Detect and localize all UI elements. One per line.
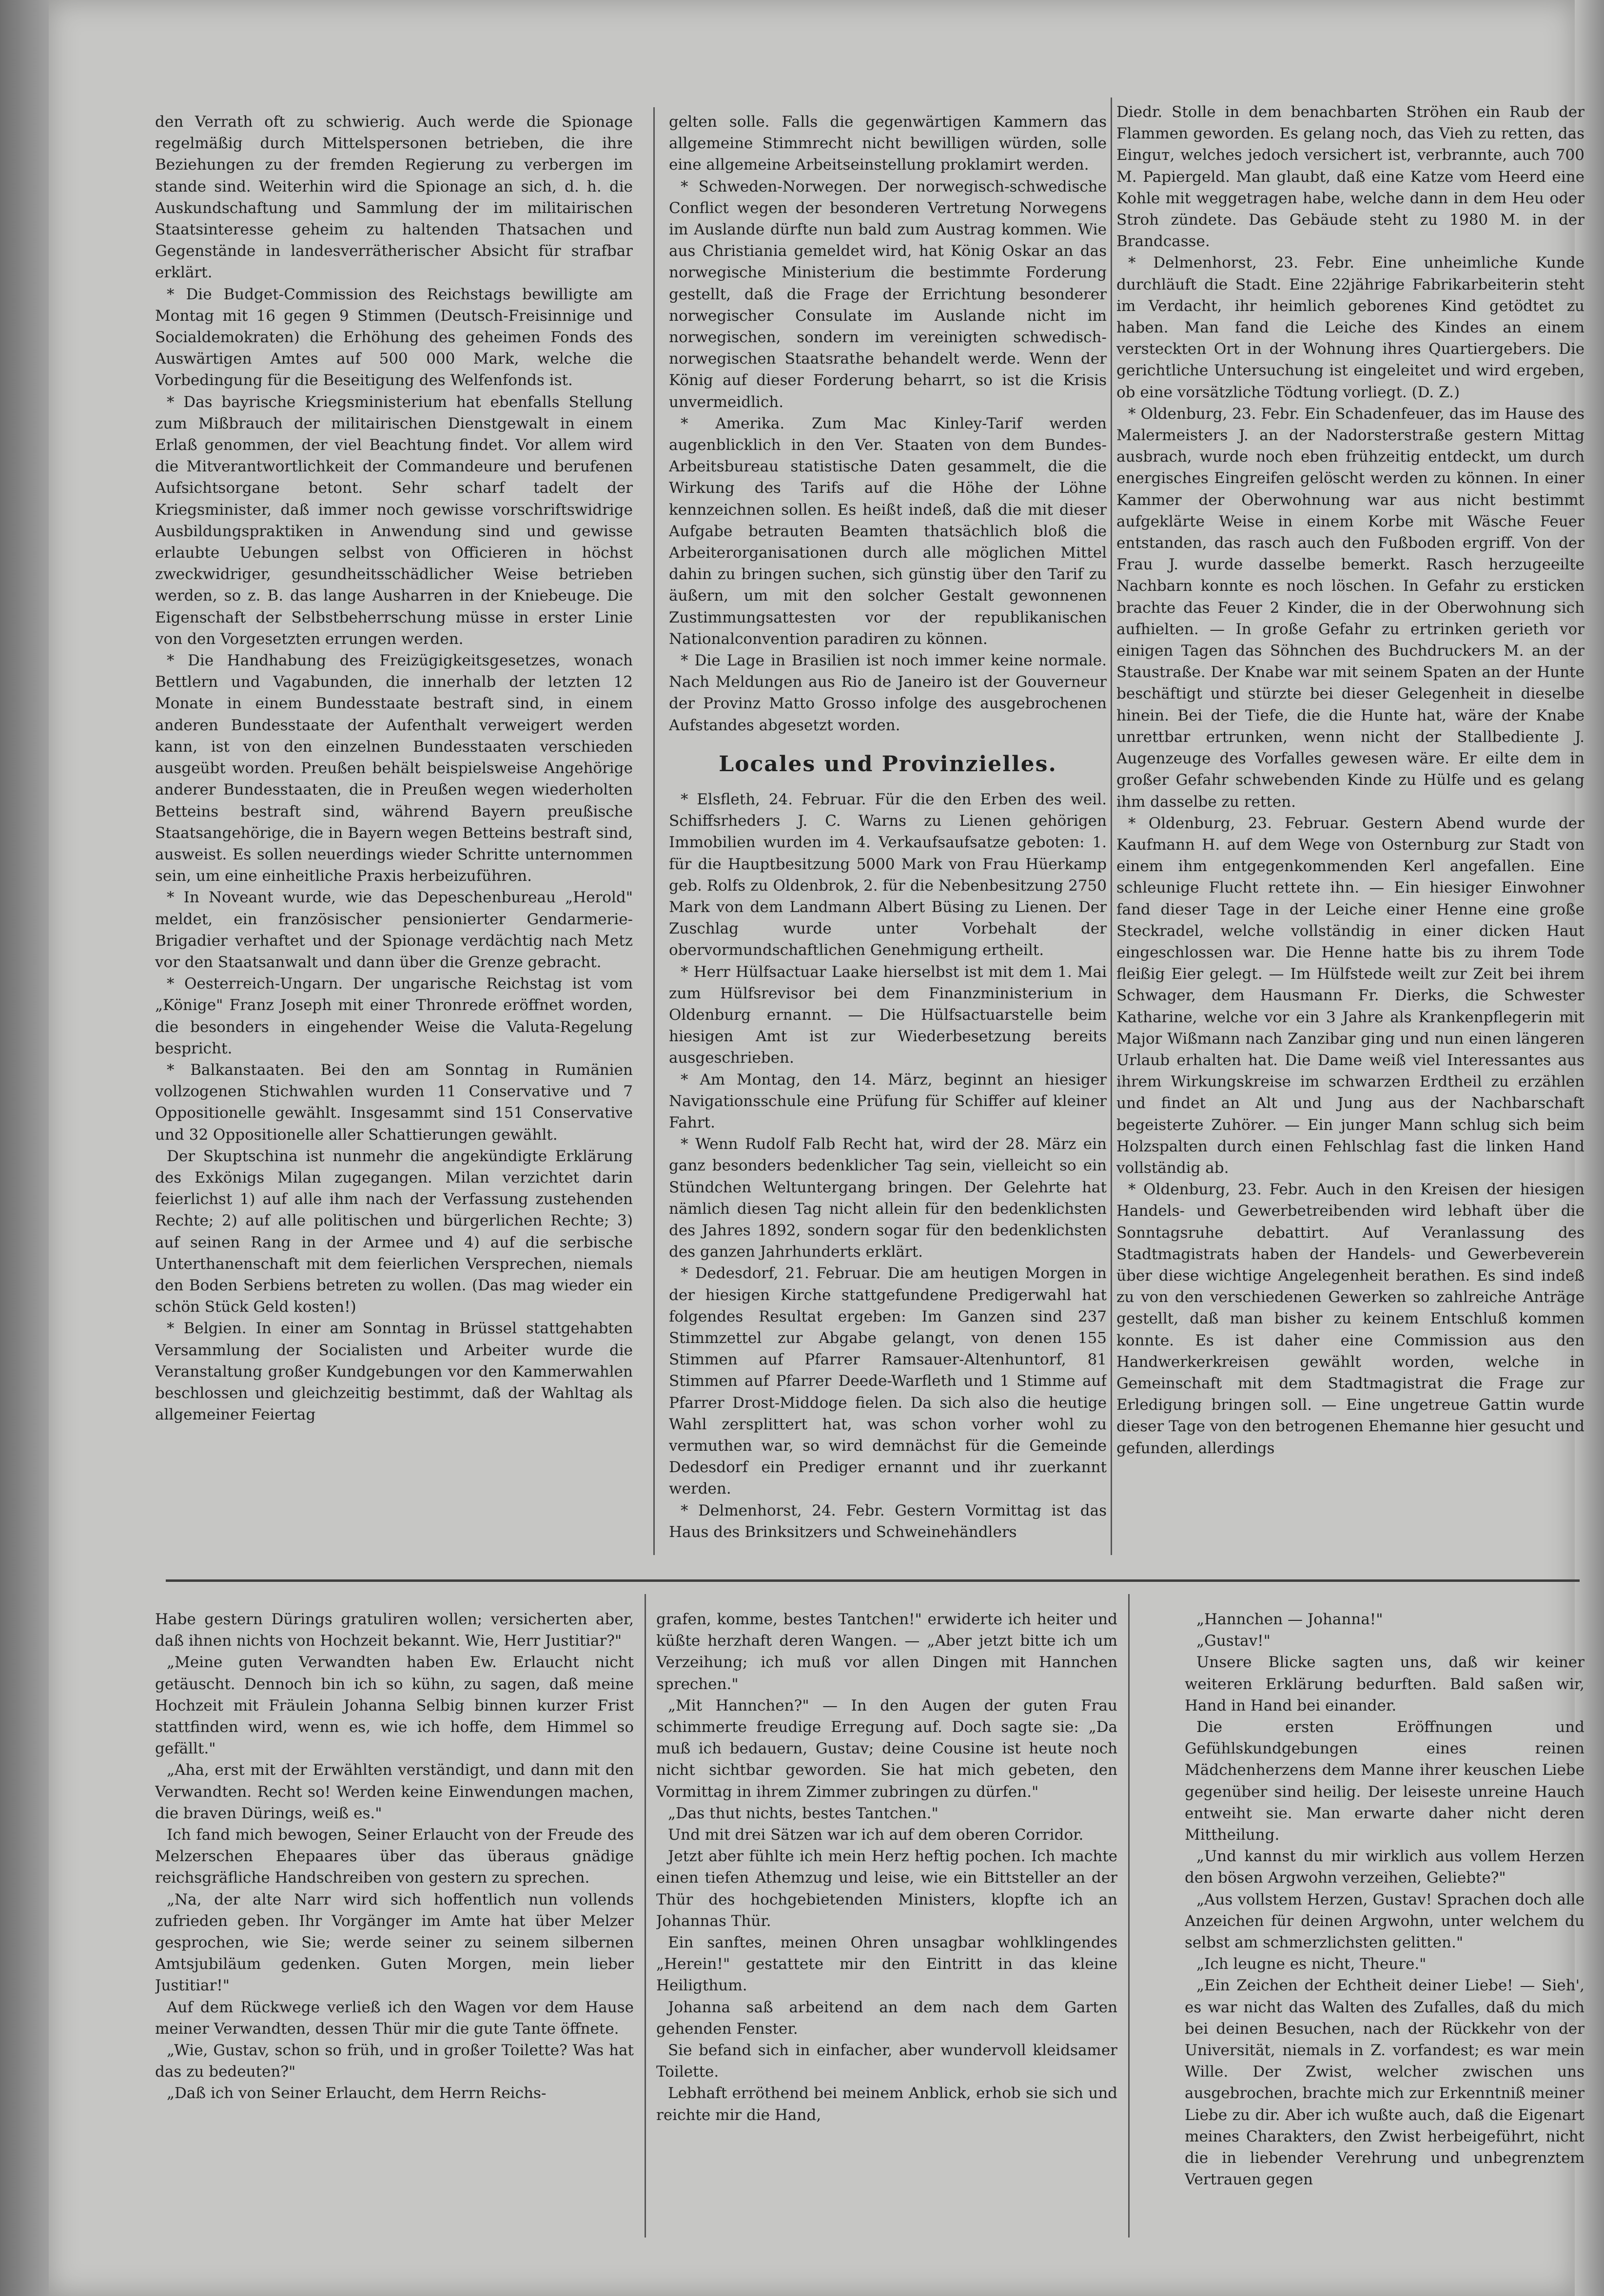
paragraph: „Hannchen — Johanna!" (1196, 1611, 1383, 1628)
paragraph: * Balkanstaaten. Bei den am Sonntag in Rumänien vollzogenen Stichwahlen wurden 11 Conservative und 7 Oppositionelle gewählt. Insgesammt sind 151 Conservative und 32 Oppositionelle aller Schattierungen gewählt. (155, 1061, 633, 1144)
column-divider (645, 1594, 646, 2238)
column-1 (155, 111, 633, 1554)
paragraph: „Ich leugne es nicht, Theure." (1196, 1955, 1427, 1973)
paragraph: * Delmenhorst, 24. Febr. Gestern Vormittag ist das Haus des Brinksitzers und Schweinehändlers (669, 1501, 1107, 1541)
paragraph: * Dedesdorf, 21. Februar. Die am heutigen Morgen in der hiesigen Kirche stattgefundene Predigerwahl hat folgendes Resultat ergeben: Im Ganzen sind 237 Stimmzettel zur Abgabe gelangt, von denen 155 Stimmen auf Pfarrer Ramsauer-Altenhuntorf, 81 Stimmen auf Pfarrer Deede-Warfleth und 1 Stimme auf Pfarrer Drost-Middoge fielen. Da sich also die heutige Wahl zersplittert hat, was schon vorher wohl zu vermuthen war, so wird demnächst für die Gemeinde Dedesdorf ein Prediger ernannt und ihr zuerkannt werden. (669, 1265, 1107, 1498)
paragraph: * Am Montag, den 14. März, beginnt an hiesiger Navigationsschule eine Prüfung für Schiffer auf kleiner Fahrt. (669, 1070, 1107, 1131)
column-3 (1116, 101, 1584, 1554)
paragraph: Lebhaft erröthend bei meinem Anblick, erhob sie sich und reichte mir die Hand, (656, 2084, 1117, 2124)
binding-shadow (0, 0, 49, 2296)
paragraph: grafen, komme, bestes Tantchen!" erwiderte ich heiter und küßte herzhaft deren Wangen. — „Aber jetzt bitte ich um Verzeihung; ich muß vor allen Dingen mit Hannchen sprechen." (656, 1611, 1117, 1693)
column-divider (1111, 97, 1112, 1555)
paragraph: „Na, der alte Narr wird sich hoffentlich nun vollends zufrieden geben. Ihr Vorgänger im Amte hat über Melzer gesprochen, wie Sie; werde seiner zu seinem silbernen Amtsjubiläum gedenken. Guten Morgen, mein lieber Justitiar!" (155, 1890, 634, 1995)
paragraph: Ich fand mich bewogen, Seiner Erlaucht von der Freude des Melzerschen Ehepaares über das überaus gnädige reichsgräfliche Handschreiben von gestern zu sprechen. (155, 1826, 634, 1887)
paragraph: * Elsfleth, 24. Februar. Für die den Erben des weil. Schiffsrheders J. C. Warns zu Lienen gehörigen Immobilien wurden im 4. Verkaufsaufsatze geboten: 1. für die Hauptbesitzung 5000 Mark von Frau Hüerkamp geb. Rolfs zu Oldenbrok, 2. für die Nebenbesitzung 2750 Mark von dem Landmann Albert Büsing zu Lienen. Der Zuschlag wurde unter Vorbehalt der obervormundschaftlichen Genehmigung ertheilt. (669, 790, 1107, 959)
column-divider (1128, 1594, 1130, 2238)
paragraph: „Daß ich von Seiner Erlaucht, dem Herrn Reichs- (167, 2084, 547, 2102)
paragraph: „Aha, erst mit der Erwählten verständigt, und dann mit den Verwandten. Recht so! Werden keine Einwendungen machen, die braven Dürings, weiß es." (155, 1761, 634, 1822)
paragraph: „Und kannst du mir wirklich aus vollem Herzen den bösen Argwohn verzeihen, Geliebte?" (1185, 1848, 1584, 1887)
paragraph: „Ein Zeichen der Echtheit deiner Liebe! — Sieh', es war nicht das Walten des Zufalles, daß du mich bei deinen Besuchen, nach der Rückkehr von der Universität, niemals in Z. vorfandest; es war mein Wille. Der Zwist, welcher zwischen uns ausgebrochen, brachte mich zur Erkenntniß meiner Liebe zu dir. Aber ich wußte auch, daß die Eigenart meines Charakters, den Zwist herbeigeführt, nicht die in liebender Verehrung und unbegrenztem Vertrauen gegen (1185, 1977, 1584, 2189)
feuilleton-column-1 (155, 1609, 634, 2238)
paragraph: Der Skuptschina ist nunmehr die angekündigte Erklärung des Exkönigs Milan zugegangen. Milan verzichtet darin feierlichst 1) auf alle ihm nach der Verfassung zustehenden Rechte; 2) auf alle politischen und bürgerlichen Rechte; 3) auf seinen Rang in der Armee und 4) auf die serbische Unterthanenschaft mit dem feierlichen Versprechen, niemals den Boden Serbiens betreten zu wollen. (Das mag wieder ein schön Stück Geld kosten!) (155, 1147, 633, 1316)
feuilleton-column-3 (1185, 1609, 1584, 2238)
paragraph: „Meine guten Verwandten haben Ew. Erlaucht nicht getäuscht. Dennoch bin ich so kühn, zu sagen, daß meine Hochzeit mit Fräulein Johanna Selbig binnen kurzer Frist stattfinden wird, wenn es, wie ich hoffe, dem Himmel so gefällt." (155, 1654, 634, 1758)
paragraph: * Schweden-Norwegen. Der norwegisch-schwedische Conflict wegen der besonderen Vertretung Norwegens im Auslande dürfte nun bald zum Austrag kommen. Wie aus Christiania gemeldet wird, hat König Oskar an das norwegische Ministerium die bestimmte Forderung gestellt, daß die Frage der Errichtung besonderer norwegischer Consulate im Auslande nicht im norwegischen, sondern im vereinigten schwedisch-norwegischen Staatsrathe behandelt werde. Wenn der König auf dieser Forderung beharrt, so ist die Krisis unvermeidlich. (669, 177, 1107, 411)
paragraph: * Oldenburg, 23. Febr. Ein Schadenfeuer, das im Hause des Malermeisters J. an der Nadorsterstraße gestern Mittag ausbrach, wurde noch eben frühzeitig entdeckt, um durch energisches Eingreifen gelöscht werden zu können. In einer Kammer der Oberwohnung war aus nicht bestimmt aufgeklärte Weise in einem Korbe mit Wäsche Feuer entstanden, das rasch auch den Fußboden ergriff. Von der Frau J. wurde dasselbe bemerkt. Rasch herzugeeilte Nachbarn konnte es noch löschen. In Gefahr zu ersticken brachte das Feuer 2 Kinder, die in der Oberwohnung sich aufhielten. — In große Gefahr zu ertrinken gerieth vor einigen Tagen das Söhnchen des Buchdruckers M. an der Staustraße. Der Knabe war mit seinem Spaten an der Hunte beschäftigt und stürzte bei dieser Gelegenheit in dieselbe hinein. Bei der Tiefe, die die Hunte hat, wäre der Knabe unrettbar ertrunken, wenn nicht der Stallbediente J. Augenzeuge des Vorfalles gewesen wäre. Er eilte dem in großer Gefahr schwebenden Kinde zu Hülfe und es gelang ihm dasselbe zu retten. (1116, 405, 1584, 811)
paragraph: Johanna saß arbeitend an dem nach dem Garten gehenden Fenster. (656, 1998, 1117, 2038)
paragraph: Und mit drei Sätzen war ich auf dem oberen Corridor. (668, 1826, 1084, 1844)
paragraph: * Oldenburg, 23. Februar. Gestern Abend wurde der Kaufmann H. auf dem Wege von Osternburg zur Stadt von einem ihm entgegenkommenden Kerl angefallen. Eine schleunige Flucht rettete ihn. — Ein hiesiger Einwohner fand dieser Tage in der Leiche einer Henne eine große Steckradel, welche vollständig in einer dicken Haut eingeschlossen war. Die Henne hatte bis zu ihrem Tode fleißig Eier gelegt. — Im Hülfstede weilt zur Zeit bei ihrem Schwager, dem Hausmann Fr. Dierks, die Schwester Katharine, welche vor ein 3 Jahre als Krankenpflegerin mit Major Wißmann nach Zanzibar ging und nun einen längeren Urlaub erhalten hat. Die Dame weiß viel Interessantes aus ihrem Wirkungskreise im schwarzen Erdtheil zu erzählen und findet an Alt und Jung aus der Nachbarschaft begeisterte Zuhörer. — Ein junger Mann schlug sich beim Holzspalten durch einen Fehlschlag fast die linken Hand vollständig ab. (1116, 814, 1584, 1177)
paragraph: Diedr. Stolle in dem benachbarten Ströhen ein Raub der Flammen geworden. Es gelang noch, das Vieh zu retten, das Einguт, welches jedoch versichert ist, verbrannte, auch 700 M. Papiergeld. Man glaubt, daß eine Katze vom Heerd eine Kohle mit weggetragen habe, welche dann in dem Heu oder Stroh zündete. Das Gebäude steht zu 1980 M. in der Brandcasse. (1116, 103, 1584, 251)
paragraph: * Herr Hülfsactuar Laake hierselbst ist mit dem 1. Mai zum Hülfsrevisor bei dem Finanzministerium in Oldenburg ernannt. — Die Hülfsactuarstelle beim hiesigen Amt ist zur Wiederbesetzung bereits ausgeschrieben. (669, 963, 1107, 1067)
paragraph: Ein sanftes, meinen Ohren unsagbar wohlklingendes „Herein!" gestattete mir den Eintritt in das kleine Heiligthum. (656, 1934, 1117, 1995)
paragraph: * Das bayrische Kriegsministerium hat ebenfalls Stellung zum Mißbrauch der militairischen Dienstgewalt in einem Erlaß genommen, der viel Beachtung findet. Vor allem wird die Mitverantwortlichkeit der Commandeure und berufenen Aufsichtsorgane betont. Sehr scharf tadelt der Kriegsminister, daß immer noch gewisse vorschriftswidrige Ausbildungspraktiken in Anwendung sind und gewisse erlaubte Uebungen selbst von Officieren in höchst zweckwidriger, gesundheitsschädlicher Weise betrieben werden, so z. B. das lange Ausharren in der Kniebeuge. Die Eigenschaft der Selbstbeherrschung müsse in erster Linie von den Vorgesetzten errungen werden. (155, 393, 633, 648)
paragraph: gelten solle. Falls die gegenwärtigen Kammern das allgemeine Stimmrecht nicht bewilligen würden, solle eine allgemeine Arbeitseinstellung proklamirt werden. (669, 113, 1107, 174)
feuilleton-column-2 (656, 1609, 1117, 2238)
paragraph: * Amerika. Zum Mac Kinley-Tarif werden augenblicklich in den Ver. Staaten von dem Bundes-Arbeitsbureau statistische Daten gesammelt, die die Wirkung des Tarifs auf die Höhe der Löhne kennzeichnen sollen. Es heißt indeß, daß die mit dieser Aufgabe betrauten Beamten thatsächlich bloß die Arbeiterorganisationen durch alle möglichen Mittel dahin zu bringen suchen, sich günstig über den Tarif zu äußern, um mit den solcher Gestalt gewonnenen Zustimmungsattesten vor der republikanischen Nationalconvention paradiren zu können. (669, 414, 1107, 648)
column-2 (669, 111, 1107, 1554)
paragraph: „Aus vollstem Herzen, Gustav! Sprachen doch alle Anzeichen für deinen Argwohn, unter welchem du selbst am schmerzlichsten gelitten." (1185, 1890, 1584, 1952)
section-heading: Locales und Provinzielles. (719, 751, 1057, 777)
paragraph: Sie befand sich in einfacher, aber wundervoll kleidsamer Toilette. (656, 2042, 1117, 2081)
column-divider (653, 107, 655, 1555)
paragraph: „Gustav!" (1196, 1632, 1271, 1650)
paragraph: Auf dem Rückwege verließ ich den Wagen vor dem Hause meiner Verwandten, dessen Thür mir die gute Tante öffnete. (155, 1998, 634, 2038)
paragraph: den Verrath oft zu schwierig. Auch werde die Spionage regelmäßig durch Mittelspersonen betrieben, die ihre Beziehungen zu der fremden Regierung zu verbergen im stande sind. Weiterhin wird die Spionage an sich, d. h. die Auskundschaftung und Sammlung der im militairischen Staatsinteresse geheim zu haltenden Thatsachen und Gegenstände in landesverrätherischer Absicht für strafbar erklärt. (155, 113, 633, 282)
feuilleton-separator (166, 1579, 1580, 1582)
paragraph: Die ersten Eröffnungen und Gefühlskundgebungen eines reinen Mädchenherzens dem Manne ihrer keuschen Liebe gegenüber sind heilig. Der leiseste unreine Hauch entweiht sie. Man erwarte daher nicht deren Mittheilung. (1185, 1718, 1584, 1844)
paragraph: Habe gestern Dürings gratuliren wollen; versicherten aber, daß ihnen nichts von Hochzeit bekannt. Wie, Herr Justitiar?" (155, 1611, 634, 1650)
paragraph: Unsere Blicke sagten uns, daß wir keiner weiteren Erklärung bedurften. Bald saßen wir, Hand in Hand bei einander. (1185, 1654, 1584, 1714)
paragraph: * Delmenhorst, 23. Febr. Eine unheimliche Kunde durchläuft die Stadt. Eine 22jährige Fabrikarbeiterin steht im Verdacht, ihr heimlich geborenes Kind getödtet zu haben. Man fand die Leiche des Kindes an einem versteckten Ort in der Wohnung ihres Quartiergebers. Die gerichtliche Untersuchung ist eingeleitet und wird ergeben, ob eine vorsätzliche Tödtung vorliegt. (D. Z.) (1116, 254, 1584, 401)
section-heading-block (669, 749, 1107, 780)
paragraph: * Wenn Rudolf Falb Recht hat, wird der 28. März ein ganz besonders bedenklicher Tag sein, vielleicht so ein Stündchen Weltuntergang bringen. Der Gelehrte hat nämlich diesen Tag nicht allein für den bedenklichsten des Jahres 1892, sondern sogar für den bedenklichsten des ganzen Jahrhunderts erklärt. (669, 1135, 1107, 1261)
paragraph: * Die Budget-Commission des Reichstags bewilligte am Montag mit 16 gegen 9 Stimmen (Deutsch-Freisinnige und Socialdemokraten) die Erhöhung des geheimen Fonds des Auswärtigen Amtes auf 500 000 Mark, welche die Vorbedingung für die Beseitigung des Welfenfonds ist. (155, 285, 633, 389)
paragraph: * Oesterreich-Ungarn. Der ungarische Reichstag ist vom „Könige" Franz Joseph mit einer Thronrede eröffnet worden, die besonders in eingehender Weise die Valuta-Regelung bespricht. (155, 975, 633, 1057)
paragraph: * In Noveant wurde, wie das Depeschenbureau „Herold" meldet, ein französischer pensionierter Gendarmerie-Brigadier verhaftet und der Spionage verdächtig nach Metz vor den Staatsanwalt und dann über die Grenze gebracht. (155, 889, 633, 971)
paragraph: „Wie, Gustav, schon so früh, und in großer Toilette? Was hat das zu bedeuten?" (155, 2042, 634, 2081)
paragraph: * Die Handhabung des Freizügigkeitsgesetzes, wonach Bettlern und Vagabunden, die innerhalb der letzten 12 Monate in einem Bundesstaate bestraft sind, in einem anderen Bundesstaate der Aufenthalt verweigert werden kann, ist von den einzelnen Bundesstaaten verschieden ausgeübt worden. Preußen behält beispielsweise Angehörige anderer Bundesstaaten, die in Preußen wegen wiederholten Betteins bestraft sind, während Bayern preußische Staatsangehörige, die in Bayern wegen Betteins bestraft sind, ausweist. Es sollen neuerdings wieder Schritte unternommen sein, um eine einheitliche Praxis herbeizuführen. (155, 652, 633, 885)
paragraph: „Mit Hannchen?" — In den Augen der guten Frau schimmerte freudige Erregung auf. Doch sagte sie: „Da muß ich bedauern, Gustav; deine Cousine ist heute noch nicht sichtbar geworden. Sie hat mich gebeten, den Vormittag in ihrem Zimmer zubringen zu dürfen." (656, 1696, 1117, 1801)
paragraph: Jetzt aber fühlte ich mein Herz heftig pochen. Ich machte einen tiefen Athemzug und leise, wie ein Bittsteller an der Thür des hochgebietenden Ministers, klopfte ich an Johannas Thür. (656, 1848, 1117, 1930)
paragraph: * Belgien. In einer am Sonntag in Brüssel stattgehabten Versammlung der Socialisten und Arbeiter wurde die Veranstaltung großer Kundgebungen vor den Kammerwahlen beschlossen und gleichzeitig bestimmt, daß der Wahltag als allgemeiner Feiertag (155, 1320, 633, 1424)
paragraph: * Oldenburg, 23. Febr. Auch in den Kreisen der hiesigen Handels- und Gewerbetreibenden wird lebhaft über die Sonntagsruhe debattirt. Auf Veranlassung des Stadtmagistrats haben der Handels- und Gewerbeverein über diese wichtige Angelegenheit berathen. Es sind indeß zu von den verschiedenen Gewerken so zahlreiche Anträge gestellt, daß man bisher zu keinem Entschluß kommen konnte. Es ist daher eine Commission aus den Handwerkerkreisen gewählt worden, welche in Gemeinschaft mit dem Stadtmagistrat die Frage zur Erledigung bringen soll. — Eine ungetreue Gattin wurde dieser Tage von den betrogenen Ehemanne hier gesucht und gefunden, allerdings (1116, 1181, 1584, 1457)
paragraph: * Die Lage in Brasilien ist noch immer keine normale. Nach Meldungen aus Rio de Janeiro ist der Gouverneur der Provinz Matto Grosso infolge des ausgebrochenen Aufstandes abgesetzt worden. (669, 652, 1107, 734)
paragraph: „Das thut nichts, bestes Tantchen." (668, 1804, 939, 1822)
